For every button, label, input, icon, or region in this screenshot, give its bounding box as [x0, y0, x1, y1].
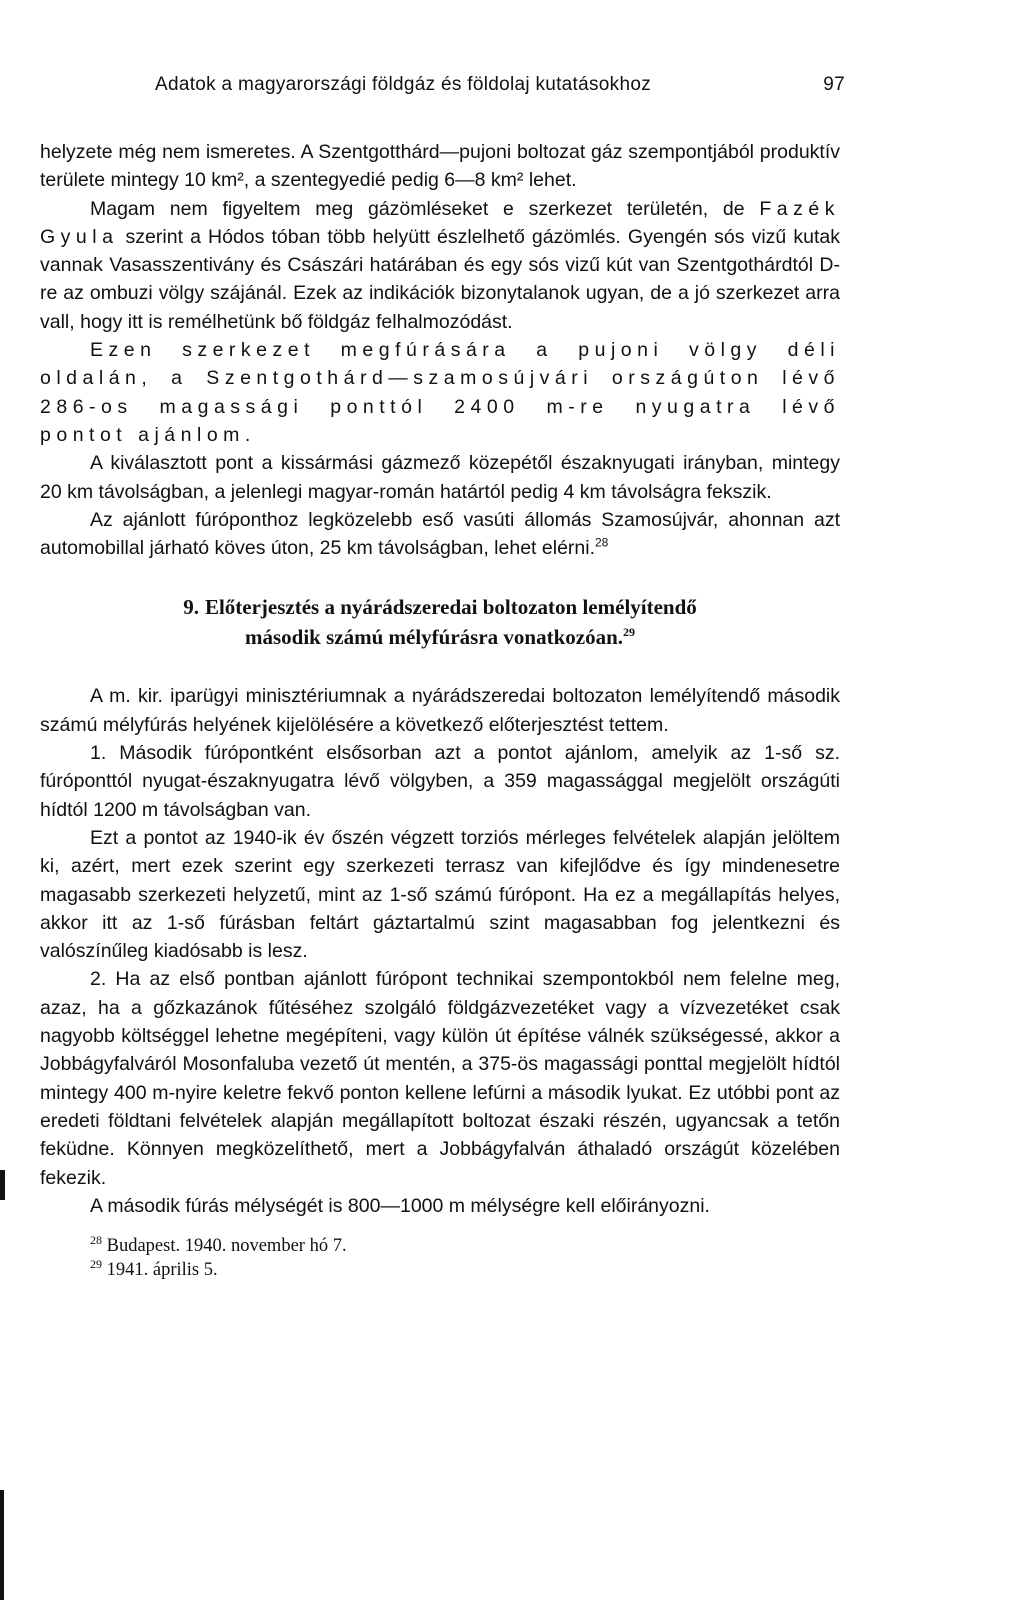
author-name: Fazék Gyula	[40, 197, 840, 248]
section-heading	[40, 592, 840, 652]
scan-edge-mark	[0, 1170, 5, 1200]
paragraph: 1. Második fúrópontként elsősorban azt a pontot ajánlom, amelyik az 1-ső sz. fúróponttól nyugat-északnyugatra lévő völgyben, a 359 magassággal megjelölt országúti hídtól 1200 m távolságban van.	[40, 742, 840, 821]
section-title-line1: Előterjesztés a nyárádszeredai boltozaton lemélyítendő	[204, 595, 697, 620]
running-title: Adatok a magyarországi földgáz és földolaj kutatásokhoz	[155, 74, 651, 95]
paragraph: 2. Ha az első pontban ajánlott fúrópont technikai szempontokból nem felelne meg, azaz, ha a gőzkazánok fűtéséhez szolgáló földgázvezetéket vagy a vízvezetéket csak nagyobb költséggel lehetne megépíteni, vagy külön út építése válnék szükségessé, akkor a Jobbágyfalváról Mosonfaluba vezető út mentén, a 375-ös magassági ponttal megjelölt hídtól mintegy 400 m-nyire keletre fekvő ponton kellene lefúrni a második lyukat. Ez utóbbi pont az eredeti földtani felvételek alapján megállapított boltozat északi részén, ugyancsak a tetőn feküdne. Könnyen megközelíthető, mert a Jobbágyfalván áthaladó országút közelében fekezik.	[40, 968, 840, 1189]
footnote-ref: 28	[595, 535, 609, 550]
paragraph: Magam nem figyeltem meg gázömléseket e szerkezet területén, de Fazék Gyula szerint a Hódos tóban több helyütt észlelhető gázömlés. Gyengén sós vizű kutak vannak Vasasszentivány és Császári határában és egy sós vizű kút van Szentgothárdtól D-re az ombuzi völgy szájánál. Ezek az indikációk bizonytalanok ugyan, de a jó szerkezet arra vall, hogy itt is remélhetünk bő földgáz felhalmozódást.	[40, 197, 840, 333]
paragraph-spaced: Ezen szerkezet megfúrására a pujoni völgy déli oldalán, a Szentgothárd—szamosújvári országúton lévő 286-os magassági ponttól 2400 m-re nyugatra lévő pontot ajánlom.	[40, 339, 840, 446]
section-title-line2: második számú mélyfúrásra vonatkozóan.	[244, 625, 623, 650]
paragraph: A m. kir. iparügyi minisztériumnak a nyárádszeredai boltozaton lemélyítendő második számú mélyfúrás helyének kijelölésére a következő előterjesztést tettem.	[40, 685, 840, 736]
paragraph: A második fúrás mélységét is 800—1000 m mélységre kell előirányozni.	[90, 1194, 710, 1217]
paragraph: A kiválasztott pont a kissármási gázmező közepétől északnyugati irányban, mintegy 20 km távolságban, a jelenlegi magyar-román határtól pedig 4 km távolságra fekszik.	[40, 452, 840, 503]
paragraph: Az ajánlott fúróponthoz legközelebb eső vasúti állomás Szamosújvár, ahonnan azt automobillal járható köves úton, 25 km távolságban, lehet elérni.$^{28}$	[40, 508, 840, 560]
footnote: $^{28}$ Budapest. 1940. november hó 7.	[90, 1232, 347, 1257]
page-number: 97	[823, 74, 845, 95]
paragraph: helyzete még nem ismeretes. A Szentgotthárd—pujoni boltozat gáz szempontjából produktív területe mintegy 10 km², a szentegyedié pedig 6—8 km² lehet.	[40, 141, 840, 192]
footnote: $^{29}$ 1941. április 5.	[90, 1256, 218, 1281]
paragraph: Ezt a pontot az 1940-ik év őszén végzett torziós mérleges felvételek alapján jelöltem ki, azért, mert ezek szerint egy szerkezeti terrasz van kifejlődve és így mindenesetre magasabb szerkezeti helyzetű, mint az 1-ső számú fúrópont. Ha ez a megállapítás helyes, akkor itt az 1-ső fúrásban feltárt gáztartalmú szint magasabban fog jelentkezni és valószínűleg kiadósabb is lesz.	[40, 826, 840, 963]
footnotes	[40, 1234, 840, 1282]
section-number: 9.	[183, 595, 199, 620]
page-body	[40, 138, 840, 1282]
scan-edge-mark	[0, 1490, 4, 1600]
footnote-ref: 29	[623, 625, 635, 640]
